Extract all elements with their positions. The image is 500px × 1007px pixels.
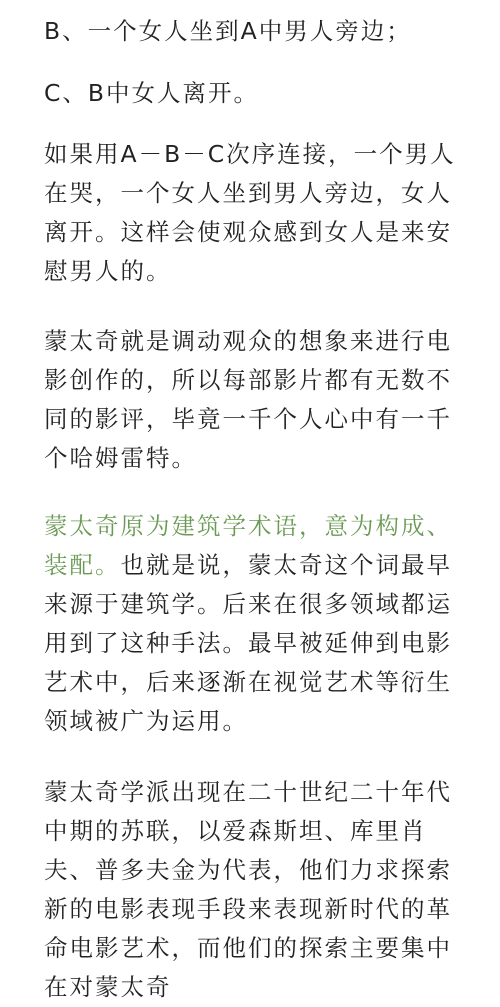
paragraph-option-c: C、B中女人离开。 — [44, 79, 260, 107]
paragraph-montage-origin-rest: 也就是说，蒙太奇这个词最早来源于建筑学。后来在很多领域都运用到了这种手法。最早被延伸到电影艺术中，后来逐渐在视觉艺术等衍生领域被广为运用。 — [44, 551, 452, 735]
paragraph-montage-school: 蒙太奇学派出现在二十世纪二十年代中期的苏联，以爱森斯坦、库里肖夫、普多夫金为代表，他们力求探索新的电影表现手段来表现新时代的革命电影艺术，而他们的探索主要集中在对蒙太奇 — [44, 778, 452, 1001]
paragraph-option-b: B、一个女人坐到A中男人旁边； — [44, 17, 412, 45]
paragraph-montage-imagination: 蒙太奇就是调动观众的想象来进行电影创作的，所以每部影片都有无数不同的影评，毕竟一千个人心中有一千个哈姆雷特。 — [44, 327, 452, 472]
highlighted-definition: 蒙太奇原为建筑学术语，意为构成、装配。 — [44, 512, 452, 579]
paragraph-montage-origin — [44, 507, 460, 741]
paragraph-sequence-example: 如果用A－B－C次序连接，一个男人在哭，一个女人坐到男人旁边，女人离开。这样会使观众感到女人是来安慰男人的。 — [44, 140, 456, 285]
